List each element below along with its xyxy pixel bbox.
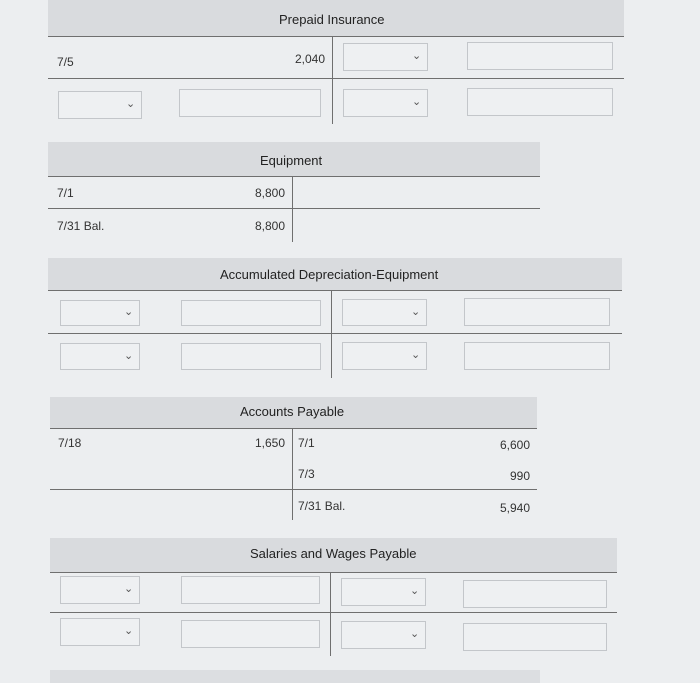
- credit-date-select[interactable]: [341, 578, 426, 606]
- account-title: Equipment: [260, 153, 323, 168]
- debit-amount-input[interactable]: [181, 300, 321, 326]
- debit-date-select[interactable]: [60, 618, 140, 646]
- debit-date-select[interactable]: [60, 576, 140, 604]
- debit-amount-input[interactable]: [181, 576, 320, 604]
- chevron-down-icon: ⌄: [124, 306, 134, 318]
- t-account-divider: [330, 572, 331, 656]
- chevron-down-icon: ⌄: [410, 628, 420, 640]
- balance-amount: 5,940: [499, 501, 530, 515]
- credit-date-select[interactable]: [342, 299, 427, 326]
- t-account-row-line: [50, 612, 617, 613]
- debit-amount: 1,650: [254, 436, 285, 450]
- t-account-row-line: [48, 333, 622, 334]
- account-title: Salaries and Wages Payable: [250, 546, 417, 561]
- account-title: Accumulated Depreciation-Equipment: [220, 267, 439, 282]
- credit-date-select[interactable]: [343, 43, 428, 71]
- debit-date: 7/18: [58, 436, 82, 450]
- balance-amount: 8,800: [254, 219, 285, 233]
- chevron-down-icon: ⌄: [124, 349, 134, 362]
- credit-date: 7/3: [298, 467, 315, 481]
- credit-amount-input[interactable]: [464, 342, 610, 370]
- balance-label: 7/31 Bal.: [298, 499, 346, 513]
- debit-date-select[interactable]: [60, 300, 140, 326]
- chevron-down-icon: ⌄: [412, 50, 422, 62]
- credit-amount: 6,600: [499, 438, 530, 452]
- debit-amount: 8,800: [254, 186, 285, 200]
- debit-date: 7/1: [57, 186, 74, 200]
- credit-amount-input[interactable]: [464, 298, 610, 326]
- credit-amount-input[interactable]: [463, 623, 607, 651]
- t-account-balance-line: [50, 489, 537, 490]
- chevron-down-icon: ⌄: [411, 305, 421, 318]
- t-account-divider: [331, 290, 332, 378]
- chevron-down-icon: ⌄: [126, 98, 136, 110]
- debit-amount: 2,040: [294, 52, 325, 66]
- credit-date-select[interactable]: [341, 621, 426, 649]
- t-account-top-line: [50, 572, 617, 573]
- t-account-divider: [292, 176, 293, 242]
- t-account-divider: [332, 36, 333, 124]
- t-account-top-line: [48, 290, 622, 291]
- credit-date-select[interactable]: [342, 342, 427, 370]
- t-account-balance-line: [48, 208, 540, 209]
- credit-date: 7/1: [298, 436, 315, 450]
- account-title: Accounts Payable: [240, 404, 345, 419]
- debit-amount-input[interactable]: [181, 620, 320, 648]
- account-title: Prepaid Insurance: [279, 12, 385, 27]
- chevron-down-icon: ⌄: [124, 583, 134, 595]
- t-account-top-line: [50, 428, 537, 429]
- credit-amount: 990: [509, 469, 530, 483]
- credit-amount-input[interactable]: [467, 88, 613, 116]
- t-account-divider: [292, 428, 293, 520]
- debit-date-select[interactable]: [58, 91, 142, 119]
- chevron-down-icon: ⌄: [410, 585, 420, 597]
- balance-label: 7/31 Bal.: [57, 219, 105, 233]
- next-t-account-header: [50, 670, 540, 683]
- t-account-top-line: [48, 176, 540, 177]
- credit-amount-input[interactable]: [467, 42, 613, 70]
- debit-amount-input[interactable]: [181, 343, 321, 370]
- t-account-top-line: [48, 36, 624, 37]
- chevron-down-icon: ⌄: [412, 96, 422, 108]
- debit-date: 7/5: [57, 55, 74, 69]
- debit-amount-input[interactable]: [179, 89, 321, 117]
- credit-date-select[interactable]: [343, 89, 428, 117]
- chevron-down-icon: ⌄: [411, 349, 421, 361]
- t-account-row-line: [48, 78, 624, 79]
- debit-date-select[interactable]: [60, 343, 140, 370]
- credit-amount-input[interactable]: [463, 580, 607, 608]
- chevron-down-icon: ⌄: [124, 625, 134, 637]
